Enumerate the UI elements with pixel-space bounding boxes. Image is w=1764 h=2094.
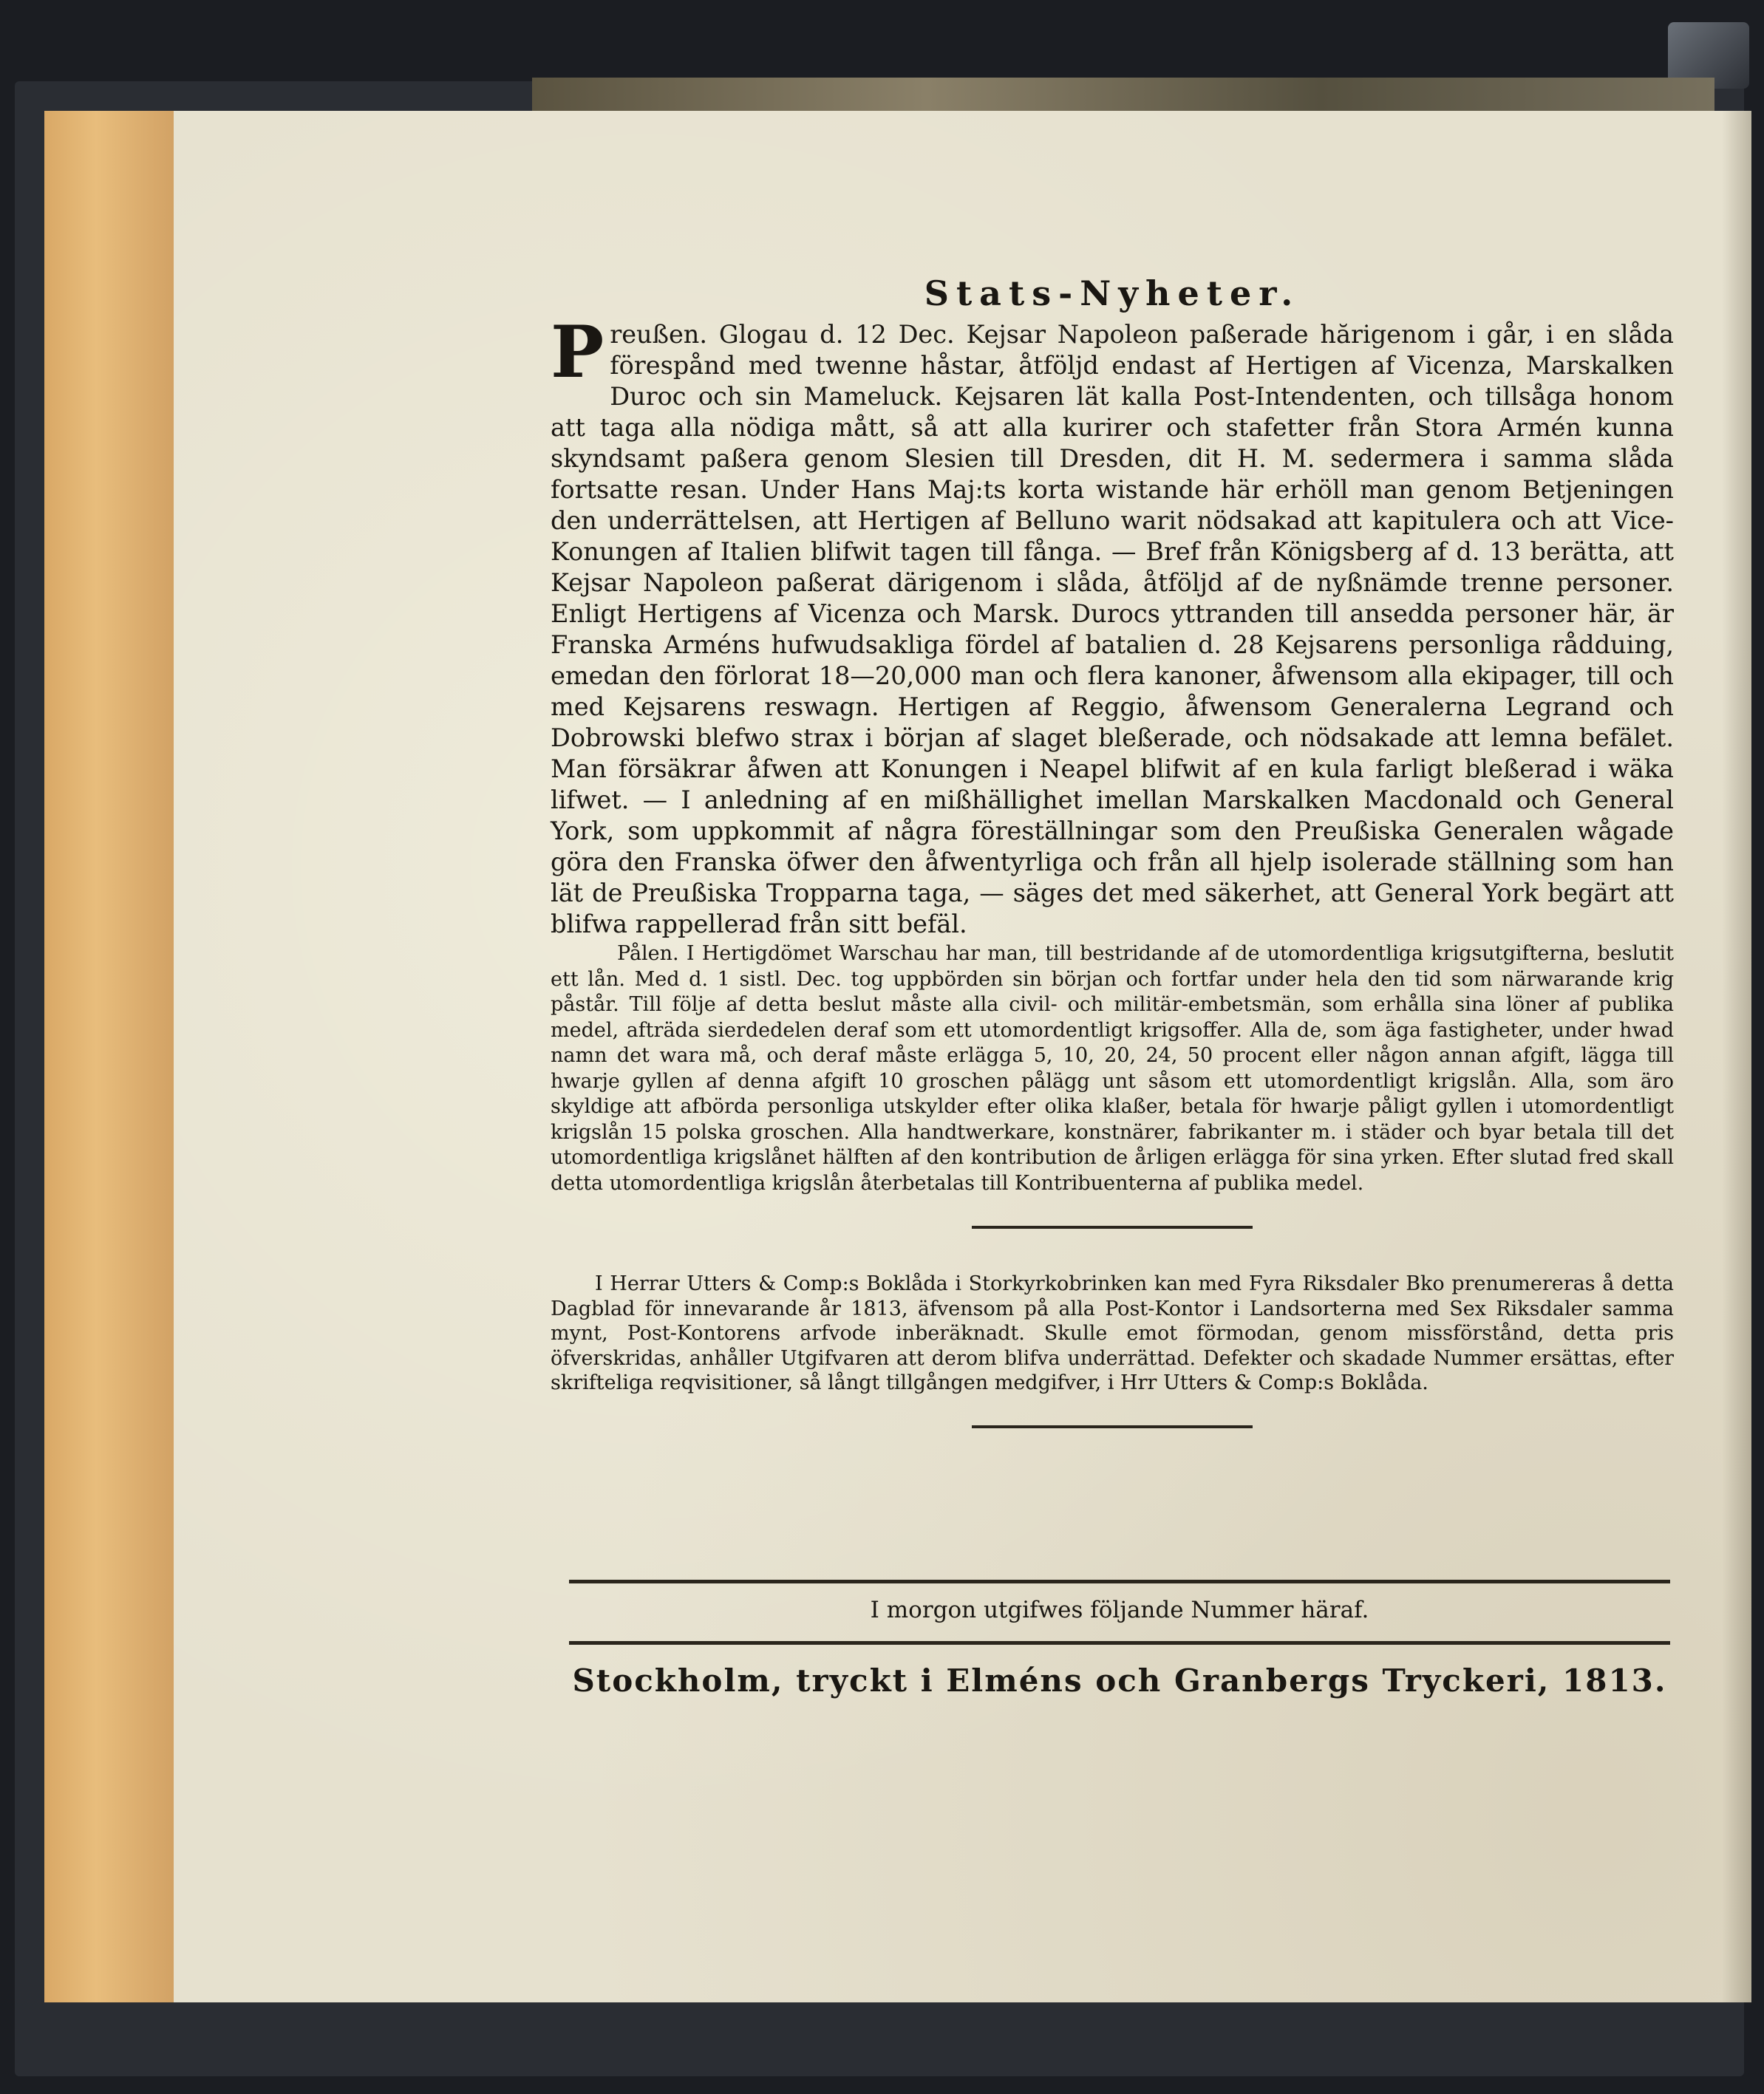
article-preussen-text: reußen. Glogau d. 12 Dec. Kejsar Napoleon paßerade hărigenom i går, i en slåda förespånd med twenne håstar, åtföljd endast af Hertigen af Vicenza, Marskalken Duroc och sin Mameluck. Kejsaren lät kalla Post-Intendenten, och tillsåga honom att taga alla nödiga mått, så att alla kurirer och stafetter från Stora Armén kunna skyndsamt paßera genom Slesien till Dresden, dit H. M. sedermera i samma slåda fortsatte resan. Under Hans Maj:ts korta wistande här erhöll man genom Betjeningen den underrättelsen, att Hertigen af Belluno warit nödsakad att kapitulera och att Vice-Konungen af Italien blifwit tagen till fånga. — Bref från Königsberg af d. 13 berätta, att Kejsar Napoleon paßerat därigenom i slåda, åtföljd af de nyßnämde trenne personer. Enligt Hertigens af Vicenza och Marsk. Durocs yttranden till ansedda personer här, är Franska Arméns hufwudsakliga fördel af batalien d. 28 Kejsarens personliga rådduing, emedan den förlorat 18—20,000 man och flera kanoner, åfwensom alla ekipager, till och med Kejsarens reswagn. Hertigen af Reggio, åfwensom Generalerna Legrand och Dobrowski blefwo strax i början af slaget bleßerade, och nödsakade att lemna befälet. Man försäkrar åfwen att Konungen i Neapel blifwit af en kula farligt bleßerad i wäka lifwet. — I anledning af en mißhällighet imellan Marskalken Macdonald och General York, som uppkommit af några föreställningar som den Preußiska Generalen wågade göra den Franska öfwer den åfwentyrliga och från all hjelp isolerade ställning som han lät de Preußiska Tropparna taga, — säges det med säkerhet, att General York begärt att blifwa rappellerad från sitt befäl.	[551, 320, 1674, 938]
article-polen: Pålen. I Hertigdömet Warschau har man, till bestridande af de utomordentliga krigsutgifterna, beslutit ett lån. Med d. 1 sistl. Dec. tog uppbörden sin början och fortfar under hela den tid som närwarande krig påstår. Till följe af detta beslut måste alla civil- och militär-embetsmän, som erhålla sina löner af publika medel, afträda sierdedelen deraf som ett utomordentligt krigsoffer. Alla de, som äga fastigheter, under hwad namn det wara må, och deraf måste erlägga 5, 10, 20, 24, 50 procent eller någon annan afgift, lägga till hwarje gyllen af denna afgift 10 groschen pålägg unt såsom ett utomordentligt krigslån. Alla, som äro skyldige att afbörda personliga utskylder efter olika klaßer, betala för hwarje påligt gyllen i utomordentligt krigslån 15 polska groschen. Alla handtwerkare, konstnärer, fabrikanter m. i städer och byar betala till det utomordentliga krigslånet hälften af den kontribution de årligen erlägga för sina yrken. Efter slutad fred skall detta utomordentliga krigslån återbetalas till Kontribuenterna af publika medel.	[551, 942, 1674, 1195]
top-page-strip	[532, 78, 1714, 115]
divider-short-2	[972, 1425, 1253, 1428]
board-edge	[44, 111, 174, 2002]
article-column	[551, 273, 1674, 1481]
footer-rule-bottom	[569, 1641, 1670, 1645]
section-heading: Stats-Nyheter.	[924, 273, 1301, 313]
footer-block	[569, 1580, 1670, 1699]
page-gutter-shadow	[1722, 111, 1751, 2002]
printer-imprint: Stockholm, tryckt i Elméns och Granbergs Tryckeri, 1813.	[572, 1662, 1667, 1699]
subscription-notice: I Herrar Utters & Comp:s Boklåda i Storkyrkobrinken kan med Fyra Riksdaler Bko prenumereras å detta Dagblad för innevarande år 1813, äfvensom på alla Post-Kontor i Landsorterna med Sex Riksdaler samma mynt, Post-Kontorens arfvode inberäknadt. Skulle emot förmodan, genom missförstånd, detta pris öfverskridas, anhåller Utgifvaren att derom blifva underrättad. Defekter och skadade Nummer ersättas, efter skrifteliga reqvisitioner, så långt tillgången medgifver, i Hrr Utters & Comp:s Boklåda.	[551, 1272, 1674, 1394]
next-issue-note: I morgon utgifwes följande Nummer häraf.	[870, 1597, 1369, 1623]
article-preussen	[551, 310, 1674, 940]
drop-cap: P	[551, 310, 605, 394]
divider-short	[972, 1226, 1253, 1229]
footer-rule-top	[569, 1580, 1670, 1583]
